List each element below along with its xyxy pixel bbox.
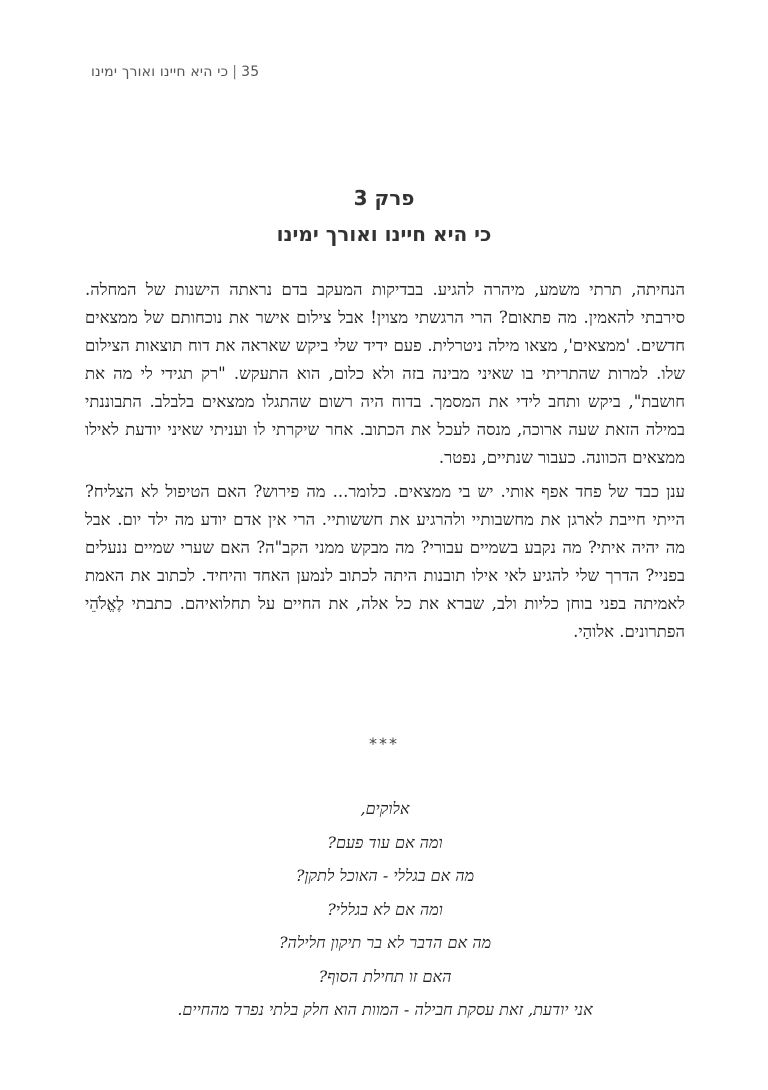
page-number: 35 xyxy=(241,64,260,80)
header-separator: | xyxy=(232,64,238,80)
running-title: כי היא חיינו ואורך ימינו xyxy=(91,64,229,80)
paragraph-2: ענן כבד של פחד אפף אותי. יש בי ממצאים. כלומר... מה פירוש? האם הטיפול לא הצליח? הייתי חייבת לארגן את מחשבותיי ולהרגיע את חששותיי. הרי אין אדם יודע מה ילד יום. אבל מה יהיה איתי? מה נקבע בשמיים עבורי? מה מבקש ממני הקב"ה? האם שערי שמיים ננעלים בפניי? הדרך שלי להגיע לאי אילו תובנות היתה לכתוב לנמען האחד והיחיד. לכתוב את האמת לאמיתה בפני בוחן כליות ולב, שברא את כל אלה, את החיים על תחלואיהם. כתבתי לֶאֱלֹהֵי הפתרונים. אלוהַי. xyxy=(85,482,685,641)
poem xyxy=(85,792,685,1027)
poem-line: ומה אם עוד פעם? xyxy=(327,832,443,852)
body-text xyxy=(85,276,685,652)
paragraph-1: הנחיתה, תרתי משמע, מיהרה להגיע. בבדיקות המעקב בדם נראתה הישנות של המחלה. סירבתי להאמין. מה פתאום? הרי הרגשתי מצוין! אבל צילום אישר את נוכחותם של ממצאים חדשים. 'ממצאים', מצאו מילה ניטרלית. פעם ידיד שלי ביקש שאראה את דוח תוצאות הצילום שלו. למרות שהתריתי בו שאיני מבינה בזה ולא כלום, הוא התעקש. "רק תגידי לי מה את חושבת", ביקש ותחב לידי את המסמך. בדוח היה רשום שהתגלו ממצאים בלבלב. התבוננתי במילה הזאת שעה ארוכה, מנסה לעכל את הכתוב. אחר שיקרתי לו ועניתי שאיני יודעת לאילו ממצאים הכוונה. כעבור שנתיים, נפטר. xyxy=(85,280,685,467)
poem-line: אלוקים, xyxy=(360,799,410,818)
poem-line: ומה אם לא בגללי? xyxy=(327,899,443,919)
section-separator: *** xyxy=(369,734,399,753)
chapter-number: פרק 3 xyxy=(353,186,415,210)
poem-line: האם זו תחילת הסוף? xyxy=(318,966,452,986)
chapter-heading xyxy=(0,180,768,252)
chapter-title: כי היא חיינו ואורך ימינו xyxy=(276,222,492,246)
poem-line: מה אם הדבר לא בר תיקון חלילה? xyxy=(278,933,492,952)
running-header xyxy=(91,64,259,80)
poem-line: אני יודעת, זאת עסקת חבילה - המוות הוא חלק בלתי נפרד מהחיים. xyxy=(177,1000,593,1019)
poem-line: מה אם בגללי - האוכל לתקן? xyxy=(295,866,475,885)
